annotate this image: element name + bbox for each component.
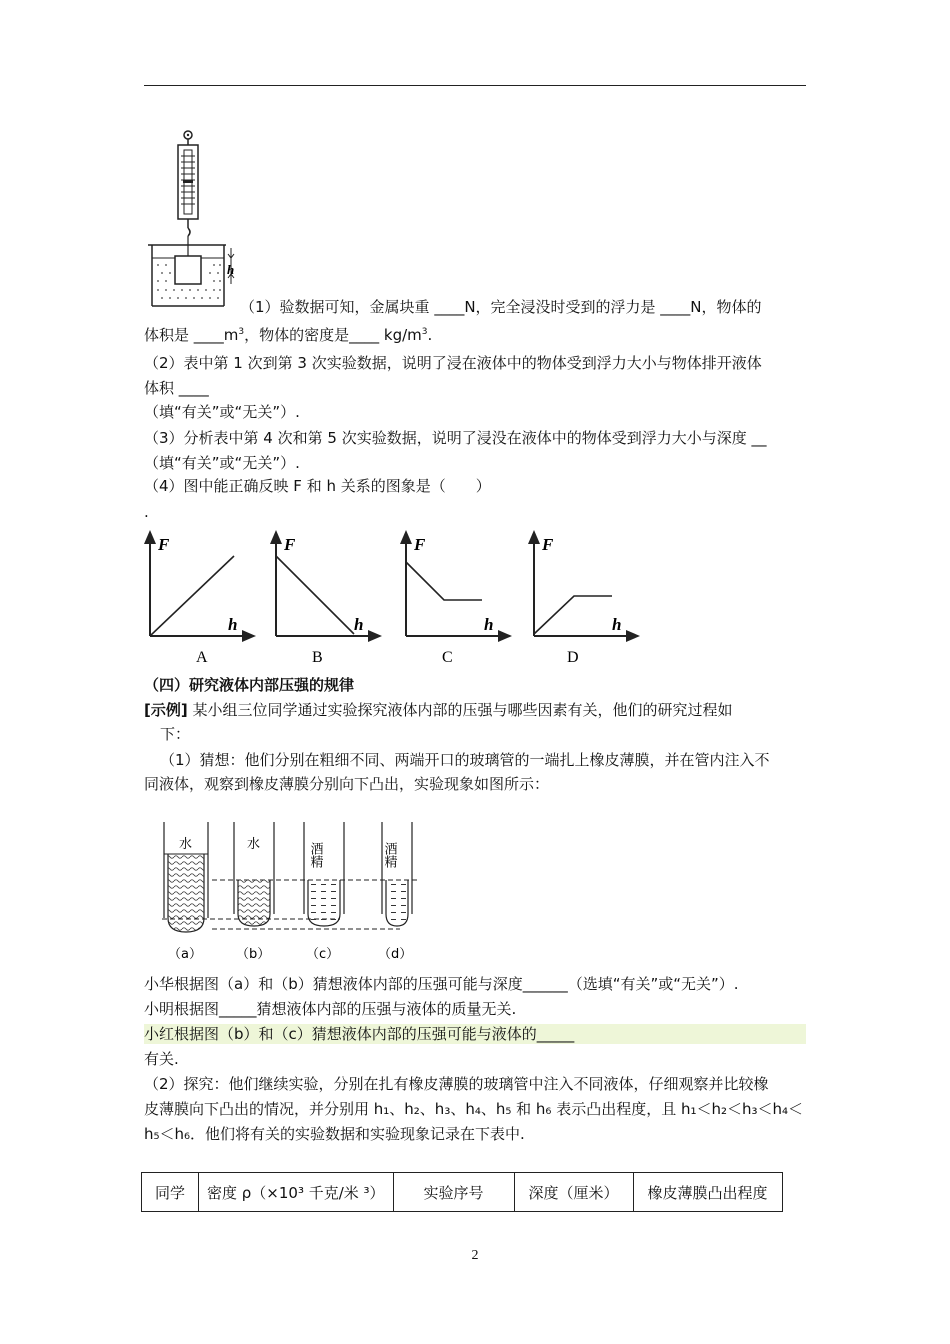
header-rule (144, 85, 806, 86)
tube-b-label: 水 (247, 837, 261, 852)
q2-line2: 体积 ____ (144, 379, 209, 397)
example-line1: [示例] 某小组三位同学通过实验探究液体内部的压强与哪些因素有关，他们的研究过程如 (144, 701, 733, 719)
example-line2: 下： (160, 725, 191, 743)
data-table (141, 1172, 783, 1212)
apparatus-h-label: h (227, 262, 235, 277)
explore-line1: （2）探究：他们继续实验，分别在扎有橡皮薄膜的玻璃管中注入不同液体，仔细观察并比较橡 (144, 1075, 769, 1093)
xiaohong-line2: 有关. (144, 1050, 179, 1068)
table-header-cell: 实验序号 (393, 1173, 514, 1212)
table-header-cell: 橡皮薄膜凸出程度 (633, 1173, 782, 1212)
graph-b-caption: B (312, 649, 323, 666)
tube-d (382, 822, 412, 926)
xiaohong-line1: 小红根据图（b）和（c）猜想液体内部的压强可能与液体的_____ (144, 1024, 806, 1044)
graph-a-y-label: F (158, 535, 170, 554)
graph-c-y-label: F (414, 535, 426, 554)
tube-d-caption: （d） (378, 947, 413, 962)
explore-line2: 皮薄膜向下凸出的情况，并分别用 h₁、h₂、h₃、h₄、h₅ 和 h₆ 表示凸出程度，且 h₁＜h₂＜h₃＜h₄＜ (144, 1100, 804, 1118)
table-header-row (142, 1173, 783, 1212)
spring-scale-apparatus (140, 128, 240, 313)
graph-c-x-label: h (484, 615, 494, 634)
q3-line1: （3）分析表中第 4 次和第 5 次实验数据，说明了浸没在液体中的物体受到浮力大小与深度 __ (144, 429, 767, 447)
glass-tubes-figure (150, 818, 430, 966)
table-header-cell: 深度（厘米） (514, 1173, 633, 1212)
q2-line3: （填“有关”或“无关”）. (144, 403, 300, 421)
graph-d-caption: D (567, 649, 579, 666)
tube-d-label: 酒精 (381, 842, 397, 868)
graph-b-y-label: F (284, 535, 296, 554)
xiaohua-line: 小华根据图（a）和（b）猜想液体内部的压强可能与深度______（选填“有关”或“无关”）. (144, 975, 739, 993)
tube-b-caption: （b） (236, 947, 271, 962)
guess-line1: （1）猜想：他们分别在粗细不同、两端开口的玻璃管的一端扎上橡皮薄膜，并在管内注入不 (160, 751, 770, 769)
table-header-cell: 同学 (142, 1173, 199, 1212)
graph-d-x-label: h (612, 615, 622, 634)
q4-line2: . (144, 503, 149, 521)
tube-c-caption: （c） (306, 947, 340, 962)
graph-c-caption: C (442, 649, 453, 666)
q3-line2: （填“有关”或“无关”）. (144, 454, 300, 472)
graph-a-x-label: h (228, 615, 238, 634)
tube-c (304, 822, 344, 926)
tube-c-label: 酒精 (307, 842, 323, 868)
section-heading: （四）研究液体内部压强的规律 (144, 676, 355, 694)
q1-line2: 体积是 $\_\_\_\_m^3$，物体的密度是____ $kg/m^3$. (144, 326, 433, 344)
page-number: 2 (471, 1248, 479, 1263)
q2-line1: （2）表中第 1 次到第 3 次实验数据，说明了浸在液体中的物体受到浮力大小与物体排开液体 (144, 354, 762, 372)
q4-line1: （4）图中能正确反映 F 和 h 关系的图象是（ ） (144, 477, 491, 495)
f-h-graphs (140, 530, 640, 670)
table-header-cell: 密度 ρ（×10³ 千克/米 ³） (199, 1173, 394, 1212)
graph-d-y-label: F (542, 535, 554, 554)
guess-line2: 同液体，观察到橡皮薄膜分别向下凸出，实验现象如图所示： (144, 775, 550, 793)
q1-line1: （1）验数据可知，金属块重 ____N，完全浸没时受到的浮力是 ____N，物体的 (240, 298, 762, 316)
tube-a-label: 水 (179, 837, 193, 852)
explore-line3: h₅＜h₆．他们将有关的实验数据和实验现象记录在下表中. (144, 1125, 525, 1143)
tube-a-caption: （a） (168, 947, 202, 962)
graph-b-x-label: h (354, 615, 364, 634)
graph-a-caption: A (196, 649, 208, 666)
xiaoming-line: 小明根据图_____猜想液体内部的压强与液体的质量无关. (144, 1000, 517, 1018)
